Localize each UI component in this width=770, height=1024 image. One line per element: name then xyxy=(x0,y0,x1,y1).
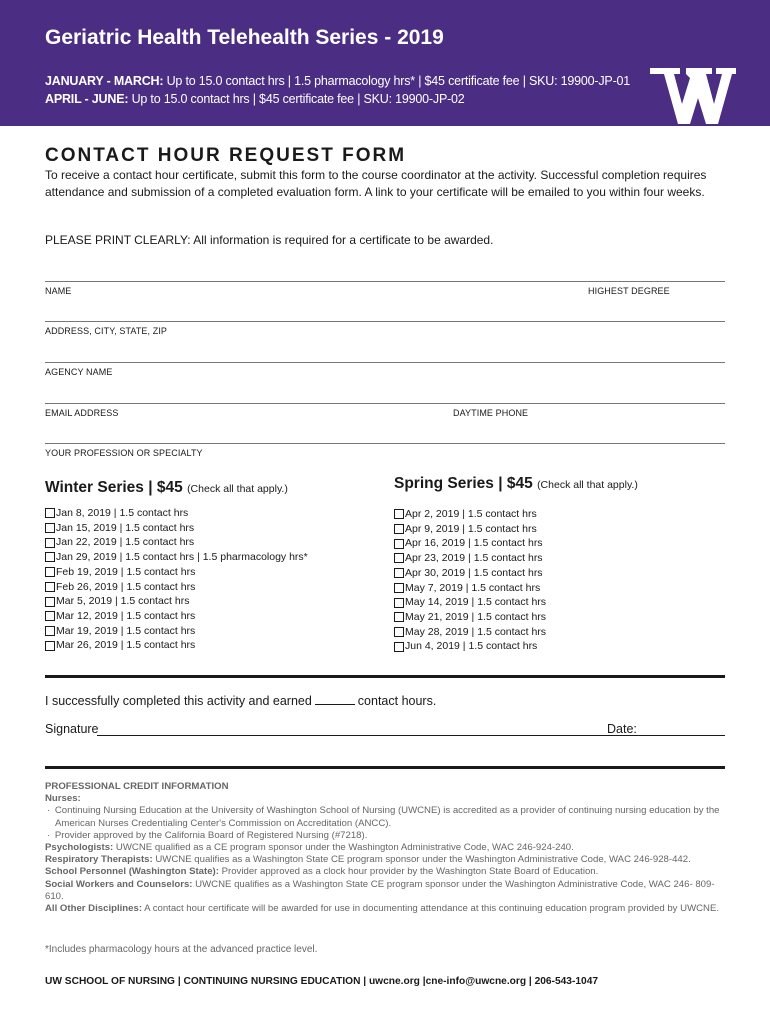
spring-session-item[interactable] xyxy=(394,507,546,522)
spring-session-label: Apr 9, 2019 | 1.5 contact hrs xyxy=(405,522,537,535)
winter-session-item[interactable] xyxy=(45,506,308,521)
spring-months-label: APRIL - JUNE: xyxy=(45,92,129,106)
winter-sessions-list xyxy=(45,506,308,653)
form-instructions: To receive a contact hour certificate, submit this form to the course coordinator at the activity. Successful completion requires attendance and submission of a completed evaluation form. A link to your certificate will be emailed to you within four weeks. xyxy=(45,168,707,199)
signature-row xyxy=(45,722,725,738)
checkbox[interactable] xyxy=(394,524,404,534)
print-clearly-note: PLEASE PRINT CLEARLY: All information is required for a certificate to be awarded. xyxy=(45,233,494,247)
spring-session-label: May 28, 2019 | 1.5 contact hrs xyxy=(405,625,547,638)
winter-check-note: (Check all that apply.) xyxy=(187,483,288,495)
email-label: EMAIL ADDRESS xyxy=(45,408,119,418)
winter-session-label: Mar 12, 2019 | 1.5 contact hrs xyxy=(56,609,196,622)
checkbox[interactable] xyxy=(45,582,55,592)
checkbox[interactable] xyxy=(394,553,404,563)
series-title: Geriatric Health Telehealth Series - 2019 xyxy=(45,26,444,49)
winter-session-label: Jan 8, 2019 | 1.5 contact hrs xyxy=(56,507,189,519)
checkbox[interactable] xyxy=(45,597,55,607)
winter-session-label: Jan 22, 2019 | 1.5 contact hrs xyxy=(56,536,195,549)
spring-session-label: May 21, 2019 | 1.5 contact hrs xyxy=(405,610,547,623)
agency-label: AGENCY NAME xyxy=(45,367,113,377)
credit-entry: School Personnel (Washington State): Provider approved as a clock hour provider by the Washington State Board of Education. xyxy=(45,866,599,878)
winter-session-item[interactable] xyxy=(45,594,308,609)
checkbox[interactable] xyxy=(45,538,55,548)
name-field-line[interactable] xyxy=(45,281,725,282)
winter-session-item[interactable] xyxy=(45,580,308,595)
winter-session-label: Feb 26, 2019 | 1.5 contact hrs xyxy=(56,580,196,593)
spring-series-summary xyxy=(45,92,465,106)
spring-session-label: Apr 23, 2019 | 1.5 contact hrs xyxy=(405,552,543,565)
spring-session-item[interactable] xyxy=(394,639,546,654)
winter-session-item[interactable] xyxy=(45,565,308,580)
spring-session-item[interactable] xyxy=(394,522,546,537)
winter-session-item[interactable] xyxy=(45,609,308,624)
credit-heading: PROFESSIONAL CREDIT INFORMATION xyxy=(45,781,229,792)
agency-field-line[interactable] xyxy=(45,362,725,363)
checkbox[interactable] xyxy=(45,523,55,533)
nurses-bullet: · Provider approved by the California Board of Registered Nursing (#7218). xyxy=(47,829,368,841)
winter-session-item[interactable] xyxy=(45,638,308,653)
spring-session-item[interactable] xyxy=(394,581,546,596)
credit-entry: Respiratory Therapists: UWCNE qualifies as a Washington State CE program sponsor under the Washington Administrative Code, WAC 246-928-442. xyxy=(45,854,691,866)
checkbox[interactable] xyxy=(45,567,55,577)
profession-field-line[interactable] xyxy=(45,443,725,444)
winter-session-label: Jan 29, 2019 | 1.5 contact hrs | 1.5 pharmacology hrs* xyxy=(56,551,308,564)
signature-line[interactable] xyxy=(97,735,647,736)
spring-session-item[interactable] xyxy=(394,610,546,625)
phone-label: DAYTIME PHONE xyxy=(453,408,529,418)
checkbox[interactable] xyxy=(394,598,404,608)
professional-credit-info xyxy=(45,781,727,915)
spring-session-label: Apr 16, 2019 | 1.5 contact hrs xyxy=(405,537,543,550)
name-label: NAME xyxy=(45,286,72,296)
checkbox[interactable] xyxy=(394,642,404,652)
winter-months-label: JANUARY - MARCH: xyxy=(45,74,164,88)
checkbox[interactable] xyxy=(394,583,404,593)
spring-session-item[interactable] xyxy=(394,551,546,566)
spring-session-item[interactable] xyxy=(394,536,546,551)
winter-session-label: Mar 5, 2019 | 1.5 contact hrs xyxy=(56,595,190,608)
checkbox[interactable] xyxy=(394,509,404,519)
spring-session-item[interactable] xyxy=(394,595,546,610)
checkbox[interactable] xyxy=(45,626,55,636)
checkbox[interactable] xyxy=(45,641,55,651)
checkbox[interactable] xyxy=(45,552,55,562)
spring-summary-text: Up to 15.0 contact hrs | $45 certificate fee | SKU: 19900-JP-02 xyxy=(131,92,465,106)
address-label: ADDRESS, CITY, STATE, ZIP xyxy=(45,326,168,336)
completion-statement xyxy=(45,694,436,708)
winter-series-heading xyxy=(45,479,288,497)
footer-contact: UW SCHOOL OF NURSING | CONTINUING NURSING EDUCATION | uwcne.org |cne-info@uwcne.org | 206-543-1047 xyxy=(45,976,599,987)
checkbox[interactable] xyxy=(45,508,55,518)
profession-label: YOUR PROFESSION OR SPECIALTY xyxy=(45,448,203,458)
checkbox[interactable] xyxy=(394,539,404,549)
form-title: CONTACT HOUR REQUEST FORM xyxy=(45,145,407,166)
earned-before-text: I successfully completed this activity and earned xyxy=(45,694,312,708)
winter-session-item[interactable] xyxy=(45,624,308,639)
winter-session-label: Jan 15, 2019 | 1.5 contact hrs xyxy=(56,521,195,534)
winter-series-title: Winter Series | $45 xyxy=(45,479,183,496)
credit-entry: All Other Disciplines: A contact hour certificate will be awarded for use in documenting attendance at this continuing education program provided by UWCNE. xyxy=(45,903,720,915)
checkbox[interactable] xyxy=(394,627,404,637)
checkbox[interactable] xyxy=(45,611,55,621)
winter-session-label: Mar 19, 2019 | 1.5 contact hrs xyxy=(56,624,196,637)
date-label: Date: xyxy=(607,722,637,736)
credit-entry: Social Workers and Counselors: UWCNE qualifies as a Washington State CE program sponsor under the Washington Administrative Code, WAC 246- 809-610. xyxy=(45,878,715,902)
divider xyxy=(45,675,725,678)
checkbox[interactable] xyxy=(394,568,404,578)
highest-degree-label: HIGHEST DEGREE xyxy=(588,286,670,296)
pharmacology-footnote: *Includes pharmacology hours at the advanced practice level. xyxy=(45,944,318,955)
spring-sessions-list xyxy=(394,507,546,654)
spring-session-label: May 7, 2019 | 1.5 contact hrs xyxy=(405,581,541,594)
nurses-bullet: · Continuing Nursing Education at the University of Washington School of Nursing (UWCNE) is accredited as a provider of continuing nursing education by the American Nurses Credentialing Center's Commission on Accreditation (ANCC). xyxy=(47,805,720,829)
email-field-line[interactable] xyxy=(45,403,725,404)
spring-session-label: Jun 4, 2019 | 1.5 contact hrs xyxy=(405,640,538,653)
winter-session-label: Feb 19, 2019 | 1.5 contact hrs xyxy=(56,565,196,578)
winter-summary-text: Up to 15.0 contact hrs | 1.5 pharmacology hrs* | $45 certificate fee | SKU: 19900-JP-01 xyxy=(166,74,631,88)
nurses-label: Nurses: xyxy=(45,793,81,805)
spring-check-note: (Check all that apply.) xyxy=(537,479,638,491)
winter-session-item[interactable] xyxy=(45,521,308,536)
date-line[interactable] xyxy=(637,735,725,736)
checkbox[interactable] xyxy=(394,612,404,622)
spring-session-item[interactable] xyxy=(394,566,546,581)
divider xyxy=(45,766,725,769)
earned-after-text: contact hours. xyxy=(357,694,437,708)
spring-session-label: Apr 30, 2019 | 1.5 contact hrs xyxy=(405,566,543,579)
credit-entry: Psychologists: UWCNE qualified as a CE program sponsor under the Washington Administrative Code, WAC 246-924-240. xyxy=(45,842,574,854)
winter-session-label: Mar 26, 2019 | 1.5 contact hrs xyxy=(56,639,196,652)
spring-series-title: Spring Series | $45 xyxy=(394,475,533,492)
winter-session-item[interactable] xyxy=(45,550,308,565)
spring-session-item[interactable] xyxy=(394,625,546,640)
spring-session-label: May 14, 2019 | 1.5 contact hrs xyxy=(405,596,547,609)
signature-label: Signature xyxy=(45,722,99,736)
contact-hours-blank[interactable] xyxy=(315,694,355,705)
winter-session-item[interactable] xyxy=(45,535,308,550)
uw-logo-icon xyxy=(650,68,736,126)
spring-series-heading xyxy=(394,475,638,493)
winter-series-summary xyxy=(45,74,630,88)
spring-session-label: Apr 2, 2019 | 1.5 contact hrs xyxy=(405,508,537,520)
address-field-line[interactable] xyxy=(45,321,725,322)
